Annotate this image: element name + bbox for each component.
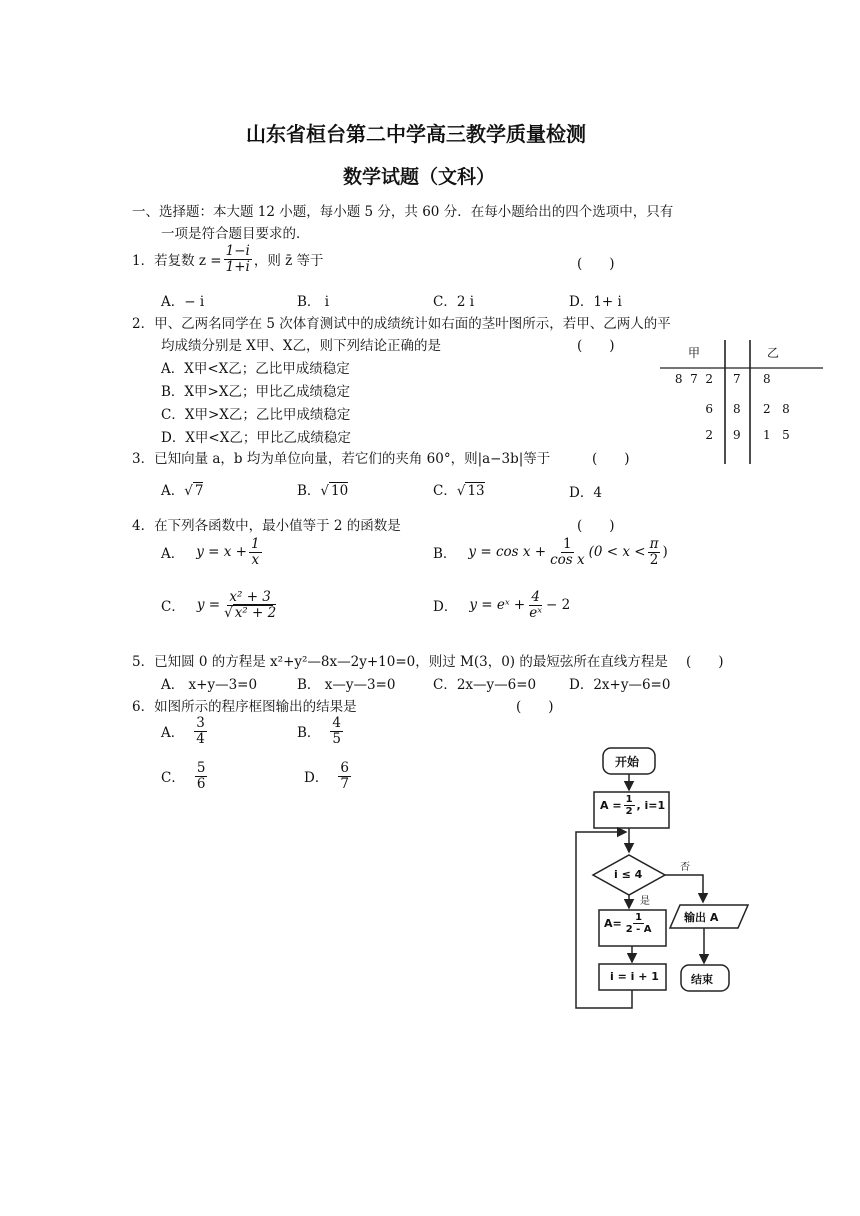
flowchart-lines (570, 740, 760, 1015)
q5-option-a: A． x+y—3=0 (161, 677, 258, 693)
answer-blank-3: ( ) (592, 451, 630, 467)
question-1-stem: 1．若复数 z = $\frac{1-i}{1+i}$ ，则 z̄ 等于 (132, 243, 324, 275)
flow-yes-label: 是 (640, 896, 650, 907)
sqrt-icon: √ (320, 483, 330, 499)
stem-leaf-left-3: 2 (705, 428, 713, 442)
answer-blank-4: ( ) (577, 518, 615, 534)
flow-increment: i = i + 1 (610, 970, 659, 983)
question-2-stem: 2．甲、乙两名同学在 5 次体育测试中的成绩统计如右面的茎叶图所示，若甲、乙两人的平 (132, 316, 671, 332)
q2-option-c: C．X甲>X乙；乙比甲成绩稳定 (161, 407, 351, 423)
q1-option-a: A．− i (161, 294, 205, 310)
stem-leaf-right-1: 8 (763, 372, 771, 386)
sqrt-icon: √ (456, 483, 466, 499)
q1-option-c: C．2 i (433, 294, 475, 310)
q2-option-d: D．X甲<X乙；甲比乙成绩稳定 (161, 430, 351, 446)
question-6-stem: 6．如图所示的程序框图输出的结果是 (132, 699, 357, 715)
stem-leaf-header-left: 甲 (688, 346, 701, 360)
page-subtitle: 数学试题（文科） (343, 166, 496, 188)
stem-leaf-left-2: 6 (705, 402, 713, 416)
page-title: 山东省桓台第二中学高三教学质量检测 (246, 122, 586, 146)
q6-option-a: A． $\frac{3}{4}$ (161, 715, 205, 747)
q4-option-a: A． y = x + $\frac{1}{x}$ (161, 536, 260, 568)
q6-option-d: D． $\frac{6}{7}$ (304, 760, 349, 792)
q3-option-b: B．√ 10 (297, 483, 349, 499)
sqrt-icon: √ (184, 483, 193, 499)
q4-option-c: C． y = $\frac{\text{x² + 3}}{\text{√ x² + 2}}$ (161, 589, 277, 621)
flow-end: 结束 (691, 973, 713, 986)
question-2-stem-cont: 均成绩分别是 X甲、X乙，则下列结论正确的是 (161, 338, 442, 354)
q1-option-d: D．1+ i (569, 294, 622, 310)
q3-option-a: A．√ 7 (161, 483, 204, 499)
q2-option-b: B．X甲>X乙；甲比乙成绩稳定 (161, 384, 350, 400)
q3-option-d: D．4 (569, 485, 602, 501)
sqrt-icon: √ (224, 604, 233, 621)
stem-leaf-stem-1: 7 (733, 372, 741, 386)
stem-leaf-stem-3: 9 (733, 428, 741, 442)
flow-output: 输出 A (684, 911, 719, 924)
stem-leaf-right-2: 2 8 (763, 402, 790, 416)
question-5-stem: 5．已知圆 0 的方程是 x²+y²—8x—2y+10=0，则过 M(3，0) 的最短弦所在直线方程是 (132, 654, 668, 670)
q4-option-d: D． y = eˣ + $\frac{4}{\text{eˣ}}$ − 2 (433, 589, 571, 621)
flow-condition: i ≤ 4 (614, 868, 643, 881)
stem-leaf-header-right: 乙 (767, 346, 780, 360)
q5-option-c: C．2x—y—6=0 (433, 677, 537, 693)
section-instructions-cont: 一项是符合题目要求的． (161, 226, 310, 242)
answer-blank-6: ( ) (516, 699, 554, 715)
stem-leaf-stem-2: 8 (733, 402, 741, 416)
q6-option-b: B． $\frac{4}{5}$ (297, 715, 342, 747)
stem-leaf-left-1: 8 7 2 (674, 372, 713, 386)
answer-blank-1: ( ) (577, 256, 615, 272)
answer-blank-2: ( ) (577, 338, 615, 354)
flow-assign: A= $\frac{1}{2 - A}$ (604, 912, 652, 935)
q5-option-b: B． x—y—3=0 (297, 677, 396, 693)
q4-option-b: B． y = cos x + $\frac{1}{\text{cos x}}$ (0 < x < $\frac{\pi}{2}$ ) (433, 536, 668, 568)
q6-option-c: C． $\frac{5}{6}$ (161, 760, 206, 792)
flowchart (570, 740, 760, 1015)
stem-leaf-right-3: 1 5 (763, 428, 790, 442)
q5-option-d: D．2x+y—6=0 (569, 677, 671, 693)
q2-option-a: A．X甲<X乙；乙比甲成绩稳定 (161, 361, 350, 377)
flow-init: A = $\frac{1}{2}$ , i=1 (600, 794, 666, 817)
stem-leaf-plot (655, 340, 825, 465)
q3-option-c: C．√ 13 (433, 483, 485, 499)
q1-option-b: B． i (297, 294, 330, 310)
flow-start: 开始 (615, 755, 640, 769)
question-3-stem: 3．已知向量 a，b 均为单位向量，若它们的夹角 60°，则|a−3b|等于 (132, 451, 551, 467)
question-4-stem: 4．在下列各函数中，最小值等于 2 的函数是 (132, 518, 401, 534)
q1-fraction: $\frac{1-i}{1+i}$ (225, 243, 250, 275)
section-instructions: 一、选择题：本大题 12 小题，每小题 5 分，共 60 分．在每小题给出的四个选项中，只有 (132, 204, 674, 220)
flow-no-label: 否 (680, 862, 690, 873)
answer-blank-5: ( ) (686, 654, 724, 670)
